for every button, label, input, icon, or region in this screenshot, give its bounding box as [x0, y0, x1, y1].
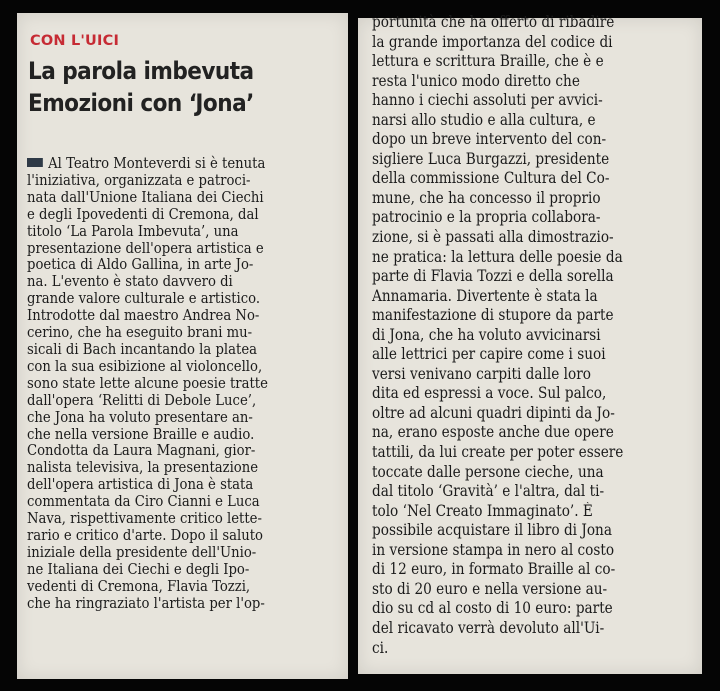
article-line-text: oltre ad alcuni quadri dipinti da Jo-: [372, 403, 615, 422]
article-line-text: sigliere Luca Burgazzi, presidente: [372, 149, 610, 168]
section-kicker: CON L'UICI: [30, 33, 120, 49]
article-line: [372, 619, 623, 639]
article-line-text: mune, che ha concesso il proprio: [372, 188, 601, 207]
article-line-text: cerino, che ha eseguito brani mu-: [27, 323, 253, 342]
article-line: [372, 345, 623, 365]
article-line: [372, 33, 623, 53]
article-line: [27, 155, 268, 172]
article-line-text: vedenti di Cremona, Flavia Tozzi,: [27, 576, 251, 595]
article-line: [372, 91, 623, 111]
article-line-text: tattili, da lui create per poter essere: [372, 443, 624, 462]
article-line-text: titolo ‘La Parola Imbevuta’, una: [27, 221, 239, 240]
article-line-text: Al Teatro Monteverdi si è tenuta: [48, 154, 266, 172]
article-line-text: dell'opera artistica di Jona è stata: [27, 475, 254, 494]
article-line-text: zione, si è passati alla dimostrazio-: [372, 228, 614, 247]
article-line: [27, 578, 268, 595]
article-line: [372, 423, 623, 443]
article-line-text: ci.: [372, 638, 389, 657]
article-line-text: in versione stampa in nero al costo: [372, 540, 615, 559]
article-line: [372, 150, 623, 170]
article-line-text: dopo un breve intervento del con-: [372, 130, 607, 149]
article-line-text: la grande importanza del codice di: [372, 32, 613, 51]
article-line-text: con la sua esibizione al violoncello,: [27, 356, 263, 375]
article-line: [372, 639, 623, 659]
article-line-text: possibile acquistare il libro di Jona: [372, 521, 612, 540]
article-line-text: ne pratica: la lettura delle poesie da: [372, 247, 623, 266]
article-line: [27, 476, 268, 493]
article-line: [372, 326, 623, 346]
article-line-text: resta l'unico modo diretto che: [372, 71, 580, 90]
article-line-text: sono state lette alcune poesie tratte: [27, 373, 268, 392]
article-line-text: tolo ‘Nel Creato Immaginato’. È: [372, 501, 593, 520]
article-line: [27, 240, 268, 257]
article-line-text: commentata da Ciro Cianni e Luca: [27, 492, 260, 511]
headline: [28, 55, 254, 119]
article-line-text: grande valore culturale e artistico.: [27, 289, 261, 308]
article-line: [27, 409, 268, 426]
article-line: [27, 527, 268, 544]
article-line: [372, 287, 623, 307]
article-line-text: iniziale della presidente dell'Unio-: [27, 542, 257, 561]
article-column-left: [27, 155, 301, 611]
article-line-text: che nella versione Braille e audio.: [27, 424, 255, 443]
article-line: [372, 130, 623, 150]
article-line-text: lettura e scrittura Braille, che è e: [372, 52, 604, 71]
headline-line-2: Emozioni con ‘Jona’: [28, 89, 254, 117]
article-line-text: nata dall'Unione Italiana dei Ciechi: [27, 187, 264, 206]
article-column-right: [372, 13, 658, 658]
article-line-text: rario e critico d'arte. Dopo il saluto: [27, 525, 264, 544]
article-line-text: manifestazione di stupore da parte: [372, 306, 614, 325]
article-line: [372, 560, 623, 580]
article-line: [27, 510, 268, 527]
article-line: [372, 482, 623, 502]
article-line: [27, 442, 268, 459]
article-line: [372, 502, 623, 522]
article-line: [27, 273, 268, 290]
article-line-text: patrocinio e la propria collabora-: [372, 208, 601, 227]
article-line-text: della commissione Cultura del Co-: [372, 169, 610, 188]
article-line-text: sicali di Bach incantando la platea: [27, 339, 257, 358]
article-line-text: portunità che ha offerto di ribadire: [372, 13, 615, 31]
article-line-text: di 12 euro, in formato Braille al co-: [372, 560, 616, 579]
article-line: [27, 206, 268, 223]
article-line: [27, 324, 268, 341]
article-line: [27, 189, 268, 206]
article-line: [27, 375, 268, 392]
article-line: [27, 544, 268, 561]
article-line-text: nalista televisiva, la presentazione: [27, 458, 259, 477]
paragraph-bullet-icon: [27, 158, 43, 167]
article-line: [372, 189, 623, 209]
article-line-text: dio su cd al costo di 10 euro: parte: [372, 599, 613, 618]
article-line-text: versi venivano carpiti dalle loro: [372, 364, 591, 383]
article-line: [372, 306, 623, 326]
article-line-text: dall'opera ‘Relitti di Debole Luce’,: [27, 390, 257, 409]
article-line-text: poetica di Aldo Gallina, in arte Jo-: [27, 255, 254, 274]
article-line: [372, 228, 623, 248]
article-line: [372, 541, 623, 561]
article-line: [27, 459, 268, 476]
article-line-text: parte di Flavia Tozzi e della sorella: [372, 267, 614, 286]
article-line: [27, 358, 268, 375]
article-line: [27, 493, 268, 510]
article-line: [27, 307, 268, 324]
article-line: [372, 208, 623, 228]
article-line: [27, 561, 268, 578]
article-line-text: narsi allo studio e alla cultura, e: [372, 110, 596, 129]
article-line: [27, 290, 268, 307]
headline-line-1: La parola imbevuta: [28, 57, 254, 85]
article-line: [27, 223, 268, 240]
article-line-text: Nava, rispettivamente critico lette-: [27, 509, 262, 528]
article-line-text: ne Italiana dei Ciechi e degli Ipo-: [27, 559, 250, 578]
article-line-text: sto di 20 euro e nella versione au-: [372, 579, 608, 598]
article-line: [372, 599, 623, 619]
article-line: [27, 426, 268, 443]
article-line-text: Annamaria. Divertente è stata la: [372, 286, 598, 305]
article-line: [372, 521, 623, 541]
article-line-text: na. L'evento è stato davvero di: [27, 272, 233, 291]
article-line: [372, 169, 623, 189]
article-line: [372, 13, 623, 33]
article-line-text: dal titolo ‘Gravità’ e l'altra, dal ti-: [372, 482, 605, 501]
article-line-text: hanno i ciechi assoluti per avvici-: [372, 91, 603, 110]
article-line: [27, 392, 268, 409]
article-line: [372, 384, 623, 404]
article-line: [372, 404, 623, 424]
article-line-text: che Jona ha voluto presentare an-: [27, 407, 253, 426]
article-line: [372, 267, 623, 287]
article-line-text: toccate dalle persone cieche, una: [372, 462, 604, 481]
article-line-text: alle lettrici per capire come i suoi: [372, 345, 606, 364]
article-line: [372, 111, 623, 131]
article-line-text: Condotta da Laura Magnani, gior-: [27, 441, 256, 460]
article-line: [372, 72, 623, 92]
article-line-text: Introdotte dal maestro Andrea No-: [27, 306, 260, 325]
article-line: [372, 443, 623, 463]
article-line: [27, 256, 268, 273]
article-line-text: presentazione dell'opera artistica e: [27, 238, 264, 257]
article-line: [372, 365, 623, 385]
article-line-text: dita ed espressi a voce. Sul palco,: [372, 384, 607, 403]
article-line: [372, 248, 623, 268]
article-line-text: del ricavato verrà devoluto all'Ui-: [372, 618, 605, 637]
article-line-text: che ha ringraziato l'artista per l'op-: [27, 593, 265, 612]
article-line: [372, 463, 623, 483]
article-line: [27, 341, 268, 358]
article-line-text: e degli Ipovedenti di Cremona, dal: [27, 204, 259, 223]
article-line-text: l'iniziativa, organizzata e patroci-: [27, 170, 251, 189]
article-line: [372, 580, 623, 600]
article-line: [27, 595, 268, 612]
article-line-text: di Jona, che ha voluto avvicinarsi: [372, 325, 601, 344]
article-line: [372, 52, 623, 72]
article-line-text: na, erano esposte anche due opere: [372, 423, 614, 442]
article-line: [27, 172, 268, 189]
